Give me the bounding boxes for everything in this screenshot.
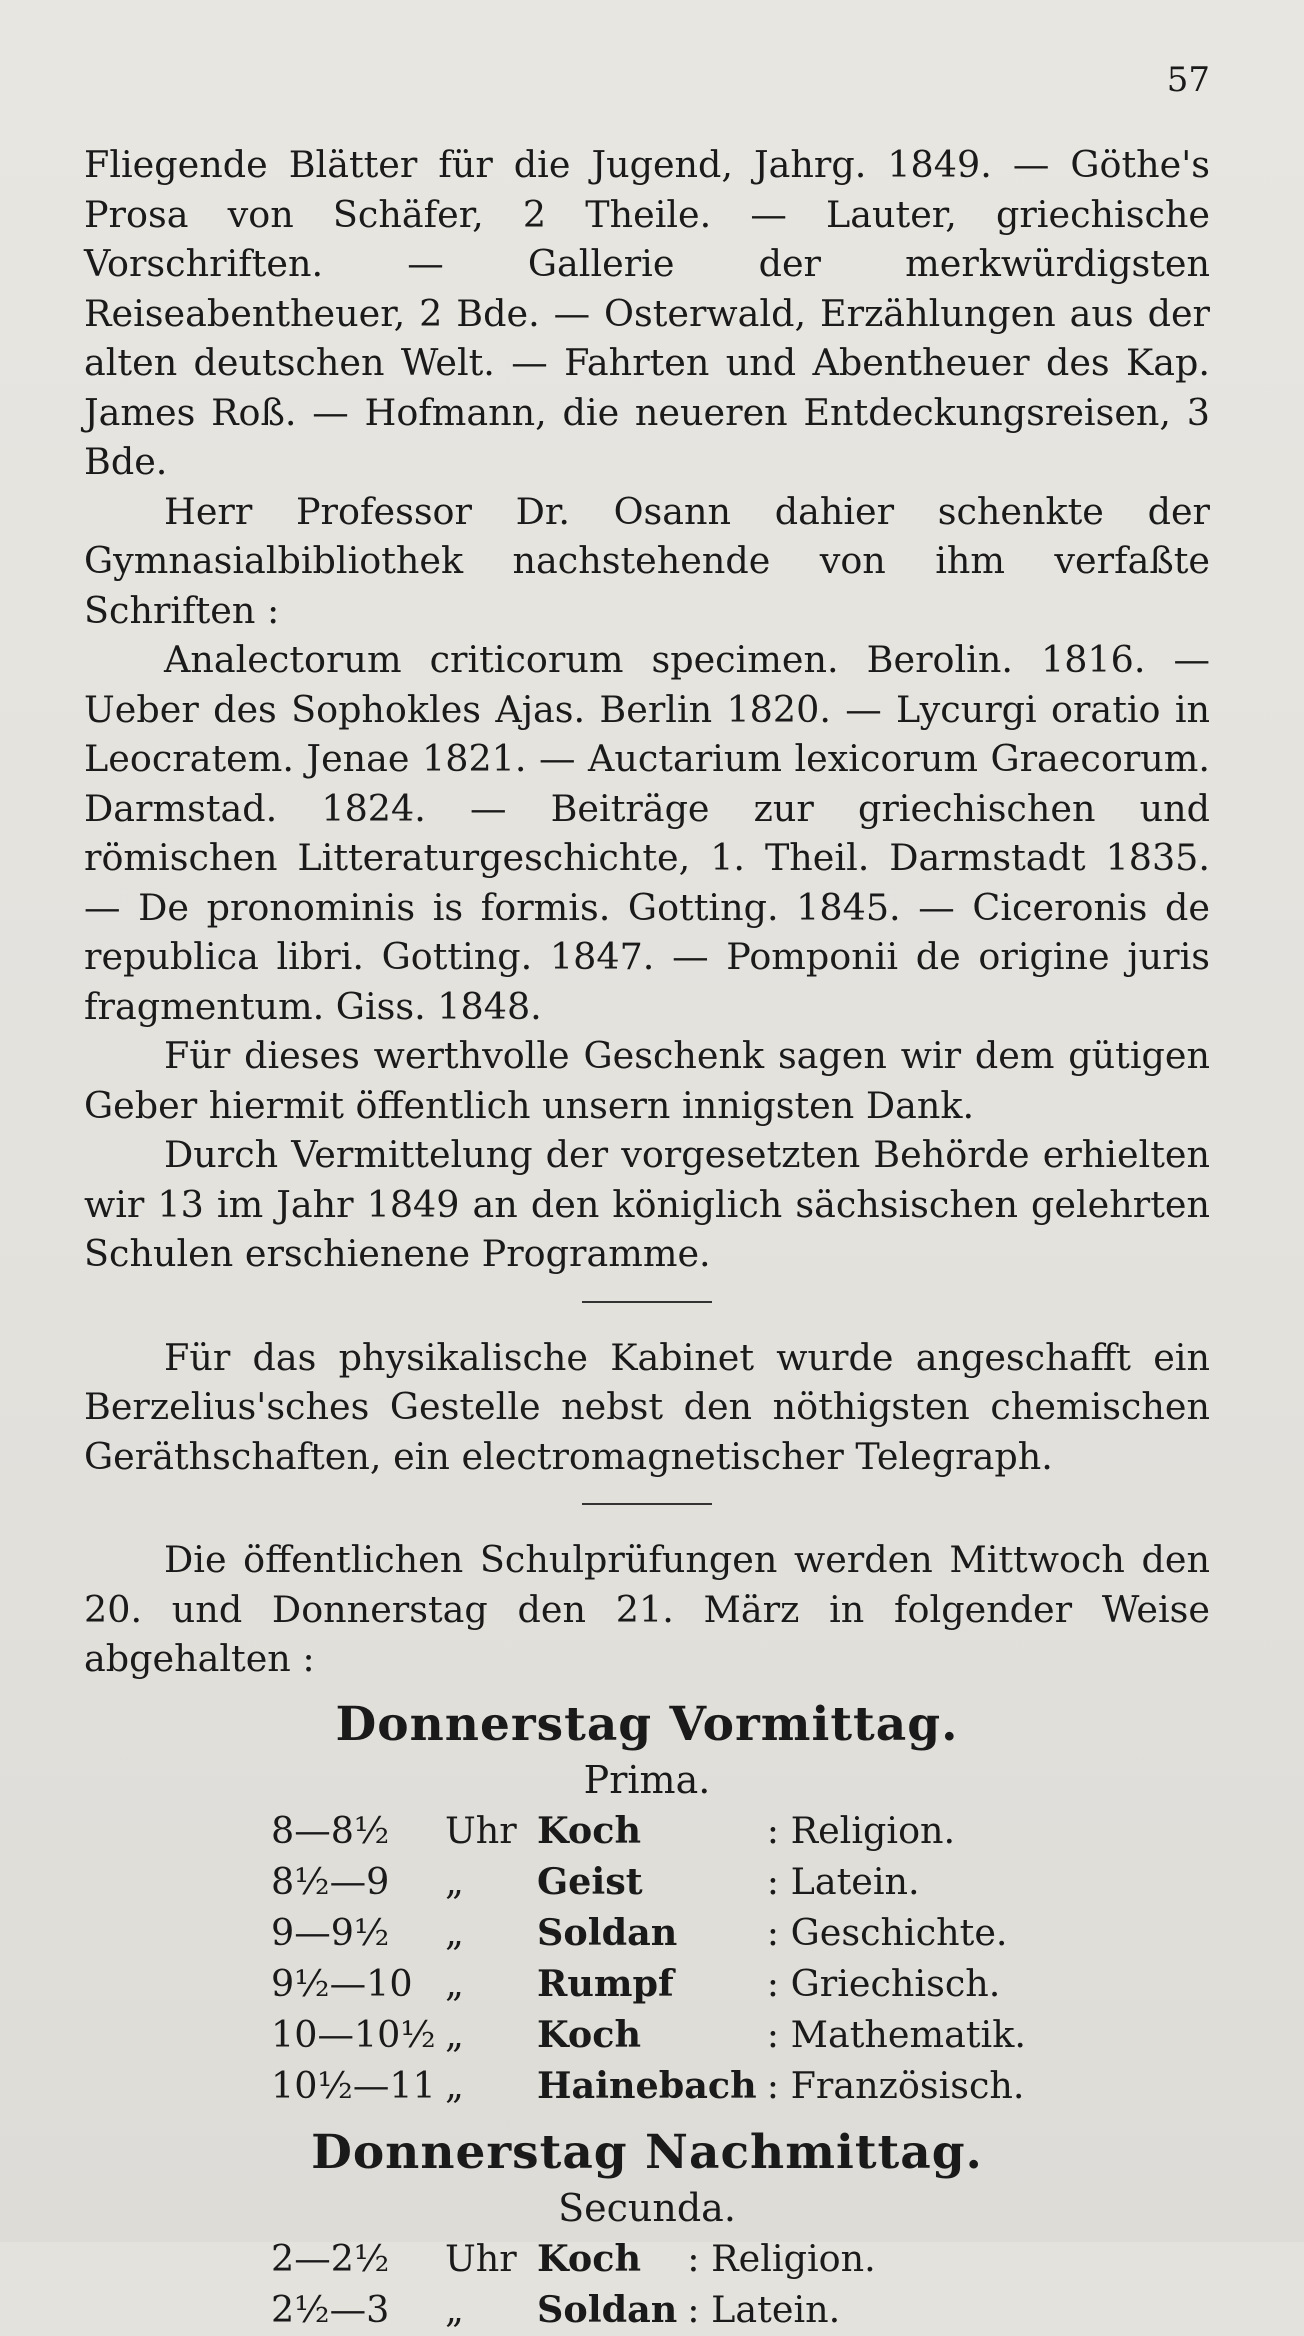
schedule-subject: : Latein. — [687, 2288, 841, 2332]
paragraph-programmes: Durch Vermittelung der vorgesetzten Behörde erhielten wir 13 im Jahr 1849 an den königlich sächsischen gelehrten Schulen erschienene Programme. — [84, 1133, 1210, 1275]
paragraph-exams: Die öffentlichen Schulprüfungen werden Mittwoch den 20. und Donnerstag den 21. März in folgender Weise abgehalten : — [84, 1538, 1210, 1680]
schedule-teacher: Geist — [537, 1860, 643, 1904]
schedule-subject: : Mathematik. — [766, 2013, 1026, 2057]
page-body — [84, 140, 1210, 2336]
schedule-unit: „ — [445, 2013, 464, 2057]
schedule-row — [271, 2285, 876, 2336]
schedule-teacher: Soldan — [537, 2288, 678, 2332]
schedule-teacher: Rumpf — [537, 1962, 674, 2006]
heading-thursday-morning: Donnerstag Vormittag. — [335, 1696, 959, 1752]
schedule-teacher: Koch — [537, 1809, 642, 1853]
schedule-row — [271, 1959, 1026, 2010]
schedule-row — [271, 2061, 1026, 2112]
class-label-prima: Prima. — [583, 1757, 711, 1802]
schedule-time: 10—10½ — [271, 2013, 436, 2057]
paragraph-donation: Herr Professor Dr. Osann dahier schenkte der Gymnasialbibliothek nachstehende von ihm verfaßte Schriften : — [84, 489, 1210, 632]
schedule-table-afternoon — [271, 2234, 876, 2336]
schedule-row — [271, 1857, 1026, 1908]
schedule-unit: „ — [445, 1962, 464, 2006]
schedule-subject: : Latein. — [766, 1860, 920, 1904]
section-divider — [582, 1301, 712, 1303]
schedule-subject: : Griechisch. — [766, 1962, 1001, 2006]
schedule-teacher: Koch — [537, 2013, 642, 2057]
schedule-time: 9½—10 — [271, 1962, 413, 2006]
schedule-time: 8—8½ — [271, 1809, 390, 1853]
schedule-subject: : Religion. — [687, 2237, 876, 2281]
schedule-unit: „ — [445, 1860, 464, 1904]
paragraph-publications: Analectorum criticorum specimen. Berolin. 1816. — Ueber des Sophokles Ajas. Berlin 1820. — Lycurgi oratio in Leocratem. Jenae 1821. — Auctarium lexicorum Graecorum. Darmstad. 1824. — Beiträge zur griechischen und römischen Litteraturgeschichte, 1. Theil. Darmstadt 1835. — De pronominis is formis. Gotting. 1845. — Ciceronis de republica libri. Gotting. 1847. — Pomponii de origine juris fragmentum. Giss. 1848. — [84, 638, 1210, 1028]
schedule-row — [271, 1806, 1026, 1857]
paragraph-book-list: Fliegende Blätter für die Jugend, Jahrg. 1849. — Göthe's Prosa von Schäfer, 2 Theile. — Lauter, griechische Vorschriften. — Gallerie der merkwürdigsten Reiseabentheuer, 2 Bde. — Osterwald, Erzählungen aus der alten deutschen Welt. — Fahrten und Abentheuer des Kap. James Roß. — Hofmann, die neueren Entdeckungsreisen, 3 Bde. — [84, 143, 1210, 483]
section-divider — [582, 1503, 712, 1505]
schedule-teacher: Hainebach — [537, 2064, 757, 2108]
schedule-time: 8½—9 — [271, 1860, 390, 1904]
schedule-row — [271, 1908, 1026, 1959]
schedule-teacher: Koch — [537, 2237, 642, 2281]
schedule-unit: „ — [445, 2288, 464, 2332]
class-label-secunda: Secunda. — [558, 2185, 736, 2230]
schedule-subject: : Französisch. — [766, 2064, 1025, 2108]
paragraph-physics-cabinet: Für das physikalische Kabinet wurde angeschafft ein Berzelius'sches Gestelle nebst den nöthigsten chemischen Geräthschaften, ein electromagnetischer Telegraph. — [84, 1335, 1210, 1478]
schedule-subject: : Geschichte. — [766, 1911, 1008, 1955]
page-number: 57 — [1166, 60, 1210, 100]
schedule-row — [271, 2234, 876, 2285]
schedule-time: 9—9½ — [271, 1911, 390, 1955]
heading-thursday-afternoon: Donnerstag Nachmittag. — [311, 2124, 983, 2180]
schedule-unit: Uhr — [445, 1809, 517, 1853]
schedule-time: 2—2½ — [271, 2237, 390, 2281]
schedule-teacher: Soldan — [537, 1911, 678, 1955]
schedule-time: 2½—3 — [271, 2288, 390, 2332]
paragraph-thanks: Für dieses werthvolle Geschenk sagen wir dem gütigen Geber hiermit öffentlich unsern innigsten Dank. — [84, 1034, 1210, 1127]
schedule-subject: : Religion. — [766, 1809, 956, 1853]
schedule-row — [271, 2010, 1026, 2061]
schedule-table-morning — [271, 1806, 1026, 2112]
schedule-unit: Uhr — [445, 2237, 517, 2281]
schedule-unit: „ — [445, 1911, 464, 1955]
schedule-time: 10½—11 — [271, 2064, 436, 2108]
schedule-unit: „ — [445, 2064, 464, 2108]
